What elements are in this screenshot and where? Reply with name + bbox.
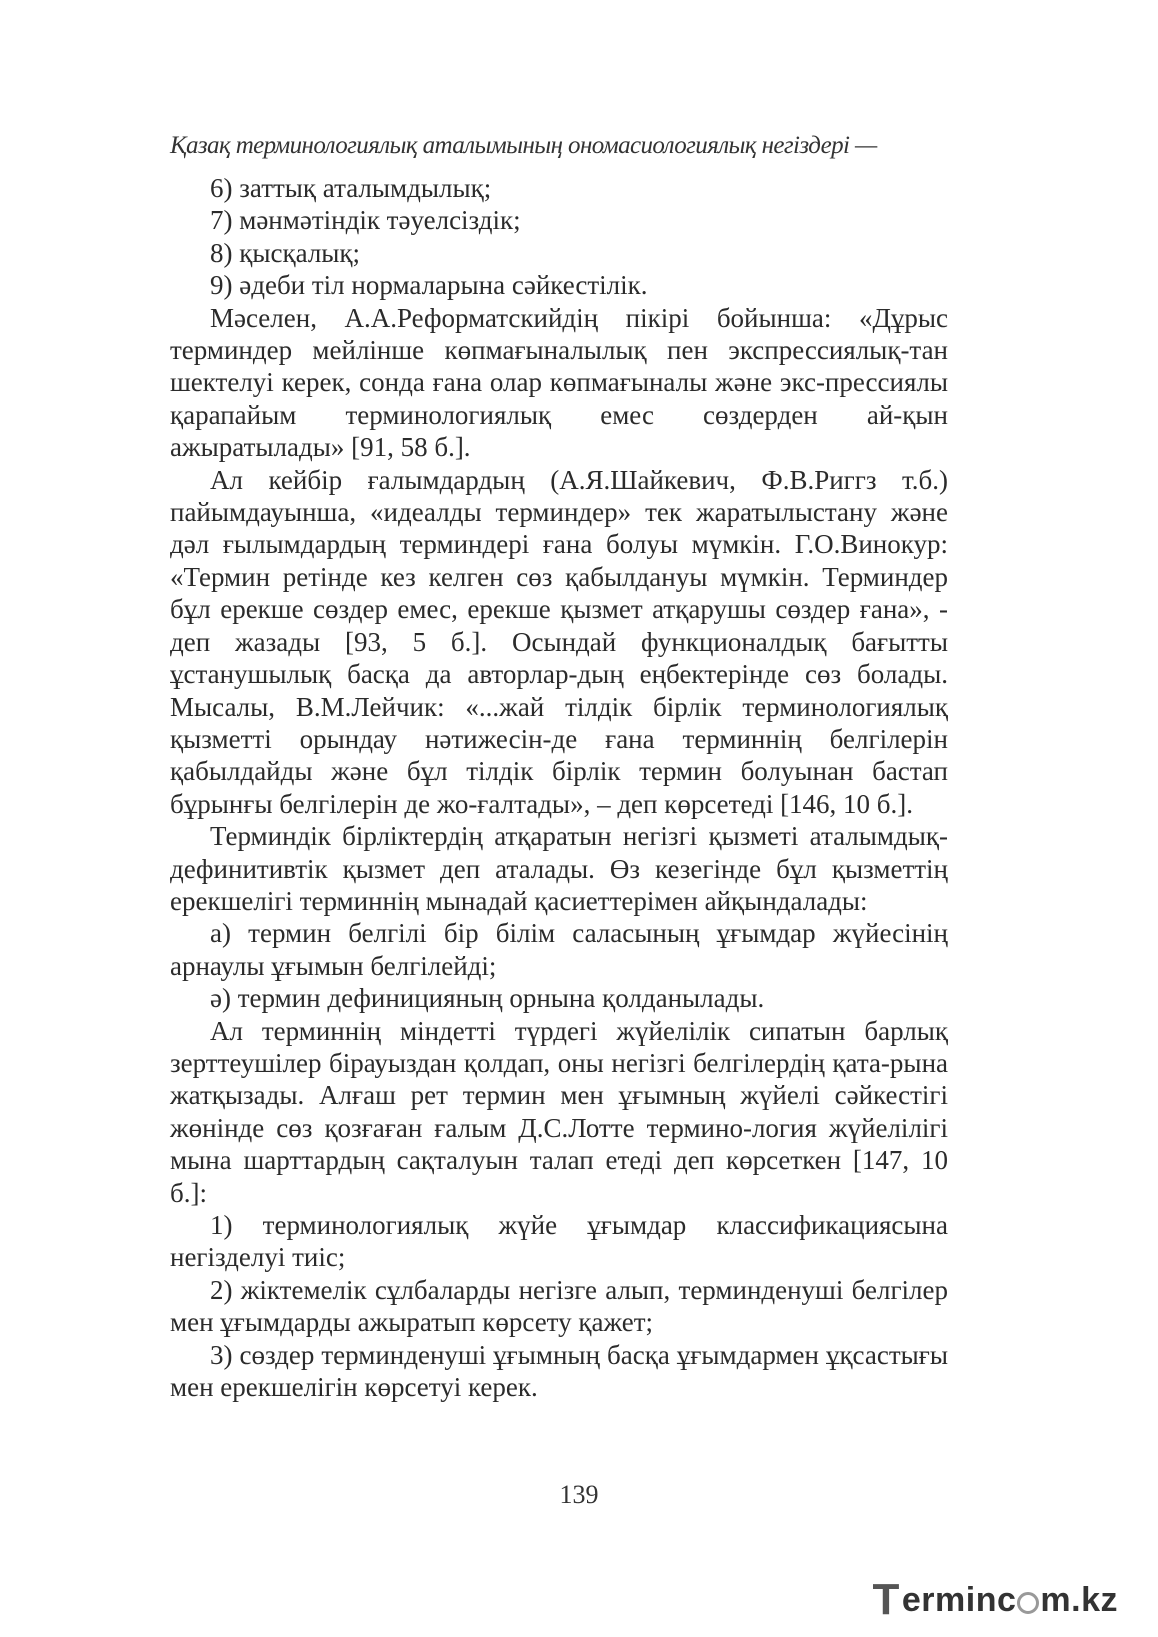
paragraph: Мәселен, А.А.Реформатскийдің пікірі бойынша: «Дұрыс терминдер мейлінше көпмағыналылық пен экспрессиялық-тан шектелуі керек, сонда ғана олар көпмағыналы және экс-прессиялы қарапайым терминологиялық емес сөздерден ай-қын ажыратылады» [91, 58 б.]. — [170, 302, 948, 463]
running-header: Қазақ терминологиялық аталымының ономасиологиялық негіздері — — [170, 132, 877, 159]
list-item: 9) әдеби тіл нормаларына сәйкестілік. — [210, 270, 648, 301]
watermark-text-part: c — [996, 1580, 1017, 1619]
paragraph: Ал кейбір ғалымдардың (А.Я.Шайкевич, Ф.В.Риггз т.б.) пайымдауынша, «идеалды терминдер» тек жаратылыстану және дәл ғылымдардың терминдері ғана болуы мүмкін. Г.О.Винокур: «Термин ретінде кез келген сөз қабылдануы мүмкін. Терминдер бұл ерекше сөздер емес, ерекше қызмет атқарушы сөздер ғана», - деп жазады [93, 5 б.]. Осындай функционалдық бағытты ұстанушылық басқа да авторлар-дың еңбектерінде сөз болады. Мысалы, В.М.Лейчик: «...жай тілдік бірлік терминологиялық қызметті орындау нәтижесін-де ғана терминнің белгілерін қабылдайды және бұл тілдік бірлік термин болуынан бастап бұрынғы белгілерін де жо-ғалтады», – деп көрсетеді [146, 10 б.]. — [170, 464, 948, 819]
ring-icon — [1017, 1592, 1039, 1614]
list-item: ә) термин дефиницияның орнына қолданылады. — [210, 983, 765, 1014]
paragraph: Ал терминнің міндетті түрдегі жүйелілік сипатын барлық зерттеушілер бірауыздан қолдап, оны негізгі белгілердің қата-рына жатқызады. Алғаш рет термин мен ұғымның жүйелі сәйкестігі жөнінде сөз қозғаған ғалым Д.С.Лотте термино-логия жүйелілігі мына шарттардың сақталуын талап етеді деп көрсеткен [147, 10 б.]: — [170, 1015, 948, 1208]
watermark-text-part: ermin — [901, 1580, 997, 1619]
watermark-text-part: m.kz — [1040, 1580, 1118, 1619]
t-logo-icon: T — [872, 1575, 900, 1624]
page-number: 139 — [559, 1480, 599, 1509]
list-item: 7) мәнмәтіндік тәуелсіздік; — [210, 205, 521, 236]
paragraph: Терминдік бірліктердің атқаратын негізгі қызметі аталымдық-дефинитивтік қызмет деп аталады. Өз кезегінде бұл қызметтің ерекшелігі терминнің мынадай қасиеттерімен айқындалады: — [170, 821, 948, 916]
list-item: 2) жіктемелік сұлбаларды негізге алып, терминденуші белгілер мен ұғымдарды ажыратып көрсету қажет; — [170, 1274, 948, 1338]
body-text — [170, 172, 948, 1403]
list-item: 1) терминологиялық жүйе ұғымдар классификациясына негізделуі тиіс; — [170, 1210, 948, 1273]
site-watermark-logo — [873, 1575, 1119, 1625]
list-item: а) термин белгілі бір білім саласының ұғымдар жүйесінің арнаулы ұғымын белгілейді; — [170, 918, 948, 981]
list-item: 6) заттық аталымдылық; — [210, 173, 492, 203]
list-item: 3) сөздер терминденуші ұғымның басқа ұғымдармен ұқсастығы мен ерекшелігін көрсетуі керек. — [170, 1339, 948, 1403]
list-item: 8) қысқалық; — [210, 237, 361, 268]
